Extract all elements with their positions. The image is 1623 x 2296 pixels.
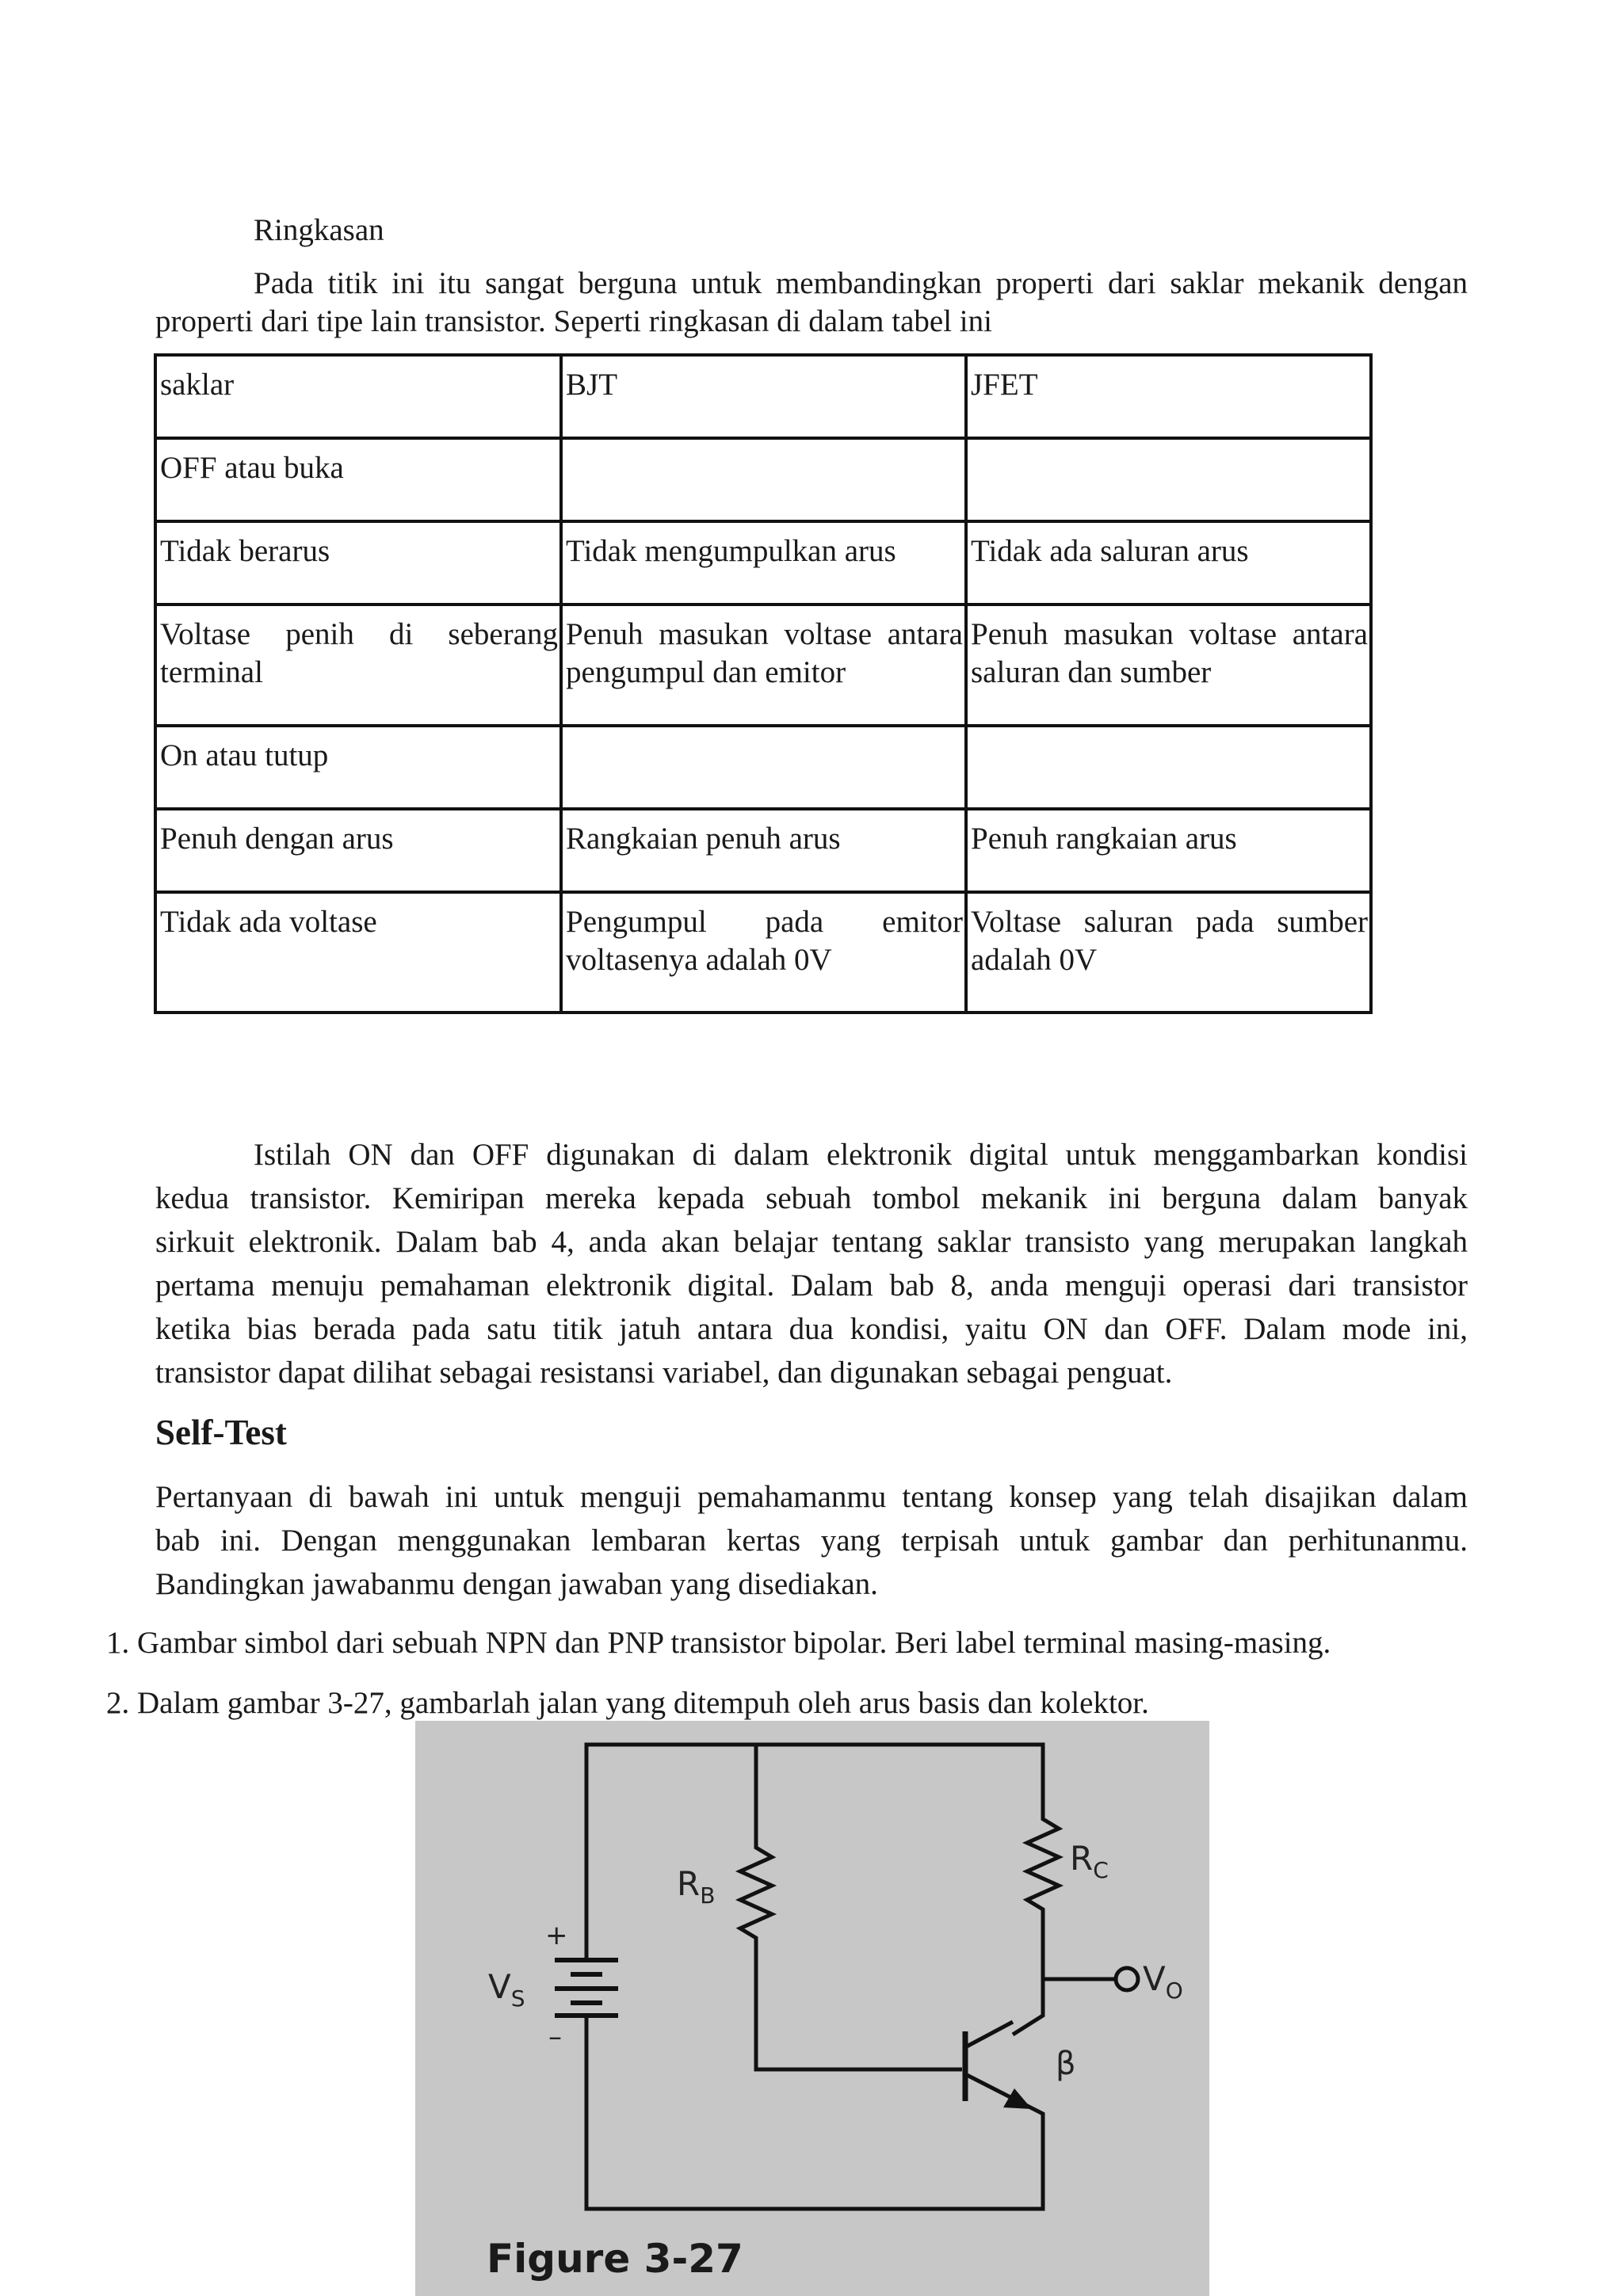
table-cell (966, 438, 1371, 521)
rb-label: $R_B$ (677, 1864, 716, 1909)
table-cell: On atau tutup (155, 726, 561, 809)
vo-label: $V_O$ (1143, 1959, 1183, 2004)
vs-label: $V_S$ (488, 1967, 525, 2012)
table-cell: Penuh dengan arus (155, 809, 561, 892)
paragraph-line: transistor dapat dilihat sebagai resistansi variabel, dan digunakan sebagai penguat. (155, 1356, 1173, 1390)
question-1: 1. Gambar simbol dari sebuah NPN dan PNP transistor bipolar. Beri label terminal masing-masing. (106, 1626, 1331, 1660)
table-row (155, 726, 1371, 809)
table-row (155, 809, 1371, 892)
table-cell (966, 726, 1371, 809)
table-cell: Tidak mengumpulkan arus (561, 521, 966, 605)
figure-3-27 (415, 1721, 1209, 2296)
circuit-wires (586, 1745, 1116, 2209)
table-cell: Tidak berarus (155, 521, 561, 605)
battery-minus-label: – (548, 2021, 562, 2053)
table-header-row (155, 355, 1371, 438)
table-cell (561, 726, 966, 809)
selftest-heading: Self-Test (155, 1413, 287, 1452)
paragraph-line: sirkuit elektronik. Dalam bab 4, anda akan belajar tentang saklar transisto yang merupakan langkah (155, 1225, 1468, 1259)
base-wire (756, 1947, 962, 2069)
transistor-collector (965, 2022, 1013, 2047)
table-cell: Tidak ada voltase (155, 892, 561, 1013)
paragraph-line: ketika bias berada pada satu titik jatuh antara dua kondisi, yaitu ON dan OFF. Dalam mode ini, (155, 1312, 1468, 1346)
intro-line-2: properti dari tipe lain transistor. Seperti ringkasan di dalam tabel ini (155, 304, 992, 338)
table-cell: Voltase saluran pada sumber adalah 0V (966, 892, 1371, 1013)
table-header-jfet: JFET (966, 355, 1371, 438)
table-cell: Voltase penih di seberang terminal (155, 605, 561, 726)
table-row (155, 892, 1371, 1013)
intro-line-1: Pada titik ini itu sangat berguna untuk membandingkan properti dari saklar mekanik dengan (254, 266, 1468, 300)
battery-icon (555, 1960, 618, 2016)
table-header-saklar: saklar (155, 355, 561, 438)
selftest-line: Pertanyaan di bawah ini untuk menguji pemahamanmu tentang konsep yang telah disajikan dalam (155, 1480, 1468, 1514)
rc-resistor (1027, 1814, 1059, 1914)
table-row (155, 605, 1371, 726)
table-cell: Penuh masukan voltase antara pengumpul dan emitor (561, 605, 966, 726)
output-terminal-icon (1116, 1968, 1138, 1990)
table-row (155, 521, 1371, 605)
table-cell: Pengumpul pada emitor voltasenya adalah 0V (561, 892, 966, 1013)
table-row (155, 438, 1371, 521)
table-header-bjt: BJT (561, 355, 966, 438)
circuit-labels (487, 1839, 1183, 2282)
collector-wire (1013, 1914, 1043, 2035)
table-cell: Rangkaian penuh arus (561, 809, 966, 892)
top-wire (586, 1745, 1043, 1951)
comparison-table (154, 353, 1373, 1014)
circuit-diagram (415, 1721, 1209, 2296)
emitter-wire (586, 2054, 1043, 2209)
beta-label: β (1056, 2046, 1076, 2082)
table-cell: OFF atau buka (155, 438, 561, 521)
selftest-line: Bandingkan jawabanmu dengan jawaban yang disediakan. (155, 1567, 878, 1601)
battery-plus-label: + (545, 1920, 568, 1951)
rc-label: $R_C$ (1070, 1839, 1109, 1883)
paragraph-line: pertama menuju pemahaman elektronik digital. Dalam bab 8, anda menguji operasi dari transistor (155, 1268, 1468, 1302)
paragraph-line: kedua transistor. Kemiripan mereka kepada sebuah tombol mekanik ini berguna dalam banyak (155, 1181, 1468, 1215)
emitter-arrow-icon (1003, 2088, 1032, 2109)
table-cell (561, 438, 966, 521)
paragraph-line: Istilah ON dan OFF digunakan di dalam elektronik digital untuk menggambarkan kondisi (254, 1138, 1468, 1172)
selftest-line: bab ini. Dengan menggunakan lembaran kertas yang terpisah untuk gambar dan perhitunanmu. (155, 1524, 1468, 1558)
figure-caption: Figure 3-27 (487, 2236, 743, 2282)
rb-resistor (740, 1836, 772, 1947)
question-2: 2. Dalam gambar 3-27, gambarlah jalan yang ditempuh oleh arus basis dan kolektor. (106, 1686, 1149, 1720)
table-cell: Penuh masukan voltase antara saluran dan sumber (966, 605, 1371, 726)
summary-title: Ringkasan (254, 213, 384, 247)
table-cell: Tidak ada saluran arus (966, 521, 1371, 605)
table-cell: Penuh rangkaian arus (966, 809, 1371, 892)
